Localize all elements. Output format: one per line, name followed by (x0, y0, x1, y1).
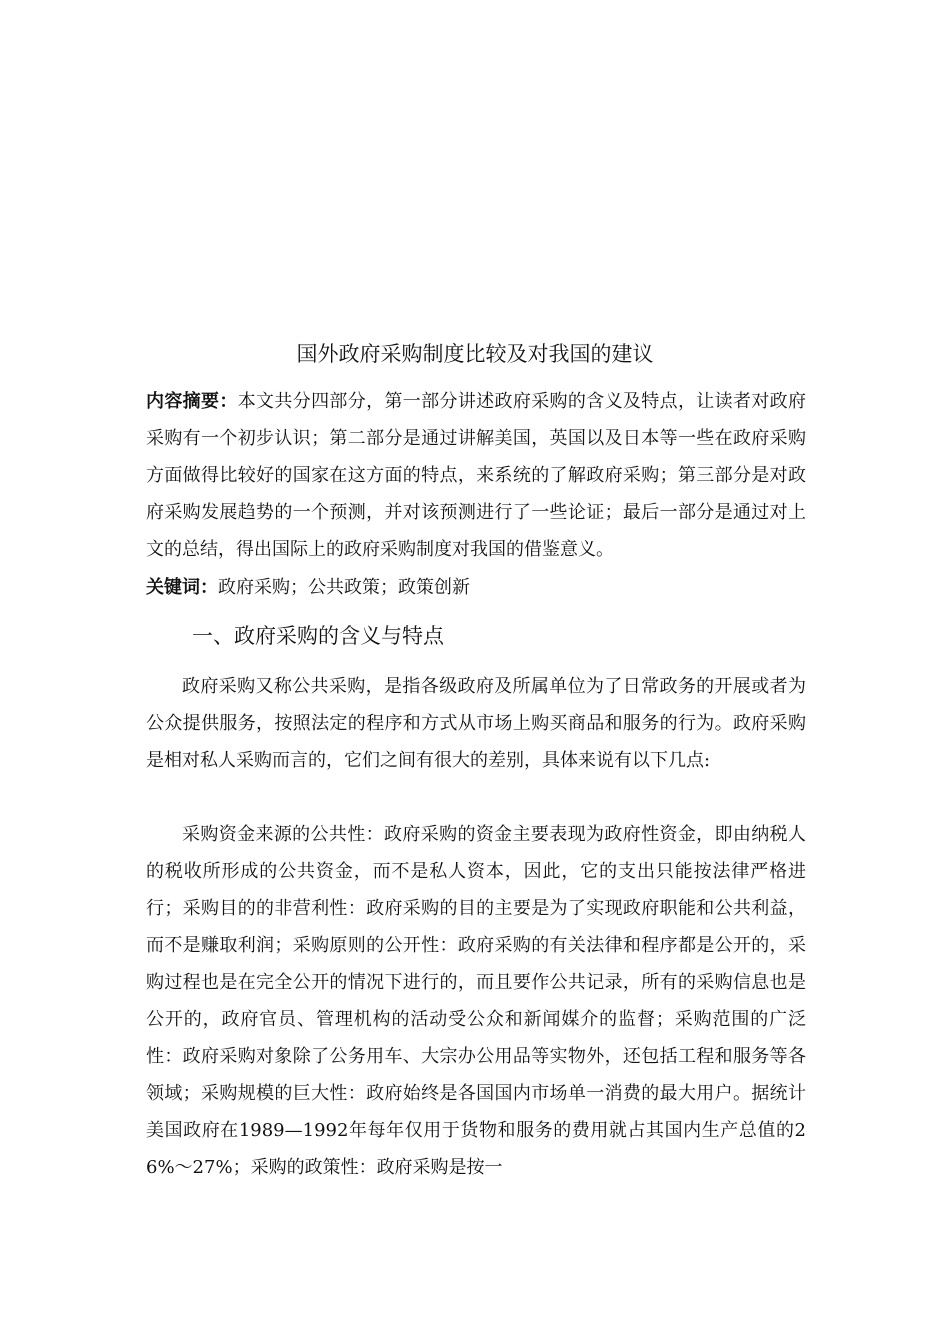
keywords (146, 569, 806, 606)
abstract-label: 内容摘要： (146, 391, 238, 412)
section-heading: 一、政府采购的含义与特点 (192, 624, 444, 648)
keywords-text: 政府采购；公共政策；政策创新 (218, 577, 470, 598)
body-paragraph-1: 政府采购又称公共采购，是指各级政府及所属单位为了日常政务的开展或者为公众提供服务，按照法定的程序和方式从市场上购买商品和服务的行为。政府采购是相对私人采购而言的，它们之间有很大的差别，具体来说有以下几点: (146, 676, 806, 771)
abstract (146, 383, 806, 568)
document-title: 国外政府采购制度比较及对我国的建议 (296, 342, 654, 366)
body-paragraph-2: 采购资金来源的公共性：政府采购的资金主要表现为政府性资金，即由纳税人的税收所形成的公共资金，而不是私人资本，因此，它的支出只能按法律严格进行；采购目的的非营利性：政府采购的目的主要是为了实现政府职能和公共利益，而不是赚取利润；采购原则的公开性：政府采购的有关法律和程序都是公开的，采购过程也是在完全公开的情况下进行的，而且要作公共记录，所有的采购信息也是公开的，政府官员、管理机构的活动受公众和新闻媒介的监督；采购范围的广泛性：政府采购对象除了公务用车、大宗办公用品等实物外，还包括工程和服务等各领域；采购规模的巨大性：政府始终是各国国内市场单一消费的最大用户。据统计美国政府在1989—1992年每年仅用于货物和服务的费用就占其国内生产总值的26%～27%；采购的政策性：政府采购是按一 (146, 824, 806, 1178)
abstract-text: 本文共分四部分，第一部分讲述政府采购的含义及特点，让读者对政府采购有一个初步认识；第二部分是通过讲解美国，英国以及日本等一些在政府采购方面做得比较好的国家在这方面的特点，来系统的了解政府采购；第三部分是对政府采购发展趋势的一个预测，并对该预测进行了一些论证；最后一部分是通过对上文的总结，得出国际上的政府采购制度对我国的借鉴意义。 (146, 391, 807, 560)
keywords-label: 关键词： (146, 577, 218, 598)
